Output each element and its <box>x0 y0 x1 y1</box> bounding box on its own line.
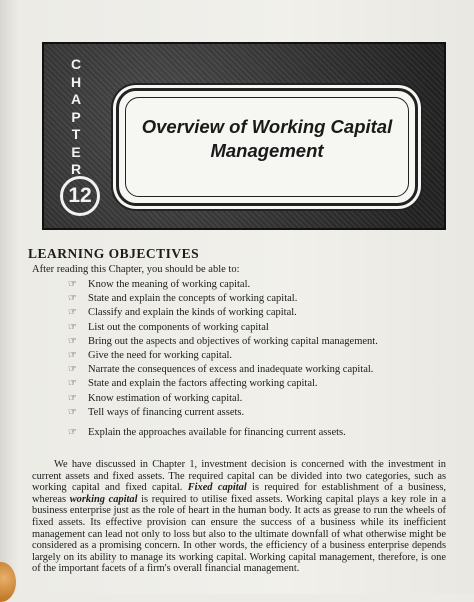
pointing-hand-icon: ☞ <box>68 279 77 290</box>
objective-text: Know estimation of working capital. <box>88 392 243 404</box>
intro-paragraph <box>32 459 446 575</box>
term-fixed-capital: Fixed capital <box>187 482 247 494</box>
pointing-hand-icon: ☞ <box>68 364 77 376</box>
objective-text: Bring out the aspects and objectives of working capital management. <box>88 335 378 347</box>
chapter-title-line-2: Management <box>210 140 324 161</box>
objective-text: List out the components of working capital <box>88 321 269 333</box>
paragraph-segment: is required for establishment of a business, whereas <box>32 482 447 505</box>
chapter-title <box>129 115 405 163</box>
objective-item <box>68 393 448 407</box>
chapter-letter: C <box>70 56 82 72</box>
pointing-hand-icon: ☞ <box>68 293 77 305</box>
pointing-hand-icon: ☞ <box>68 321 77 333</box>
paragraph-segment: is required to utilise fixed assets. Working capital plays a key role in a business enterprise just as the role of heart in the human body. It acts as grease to run the wheels of fixed assets. Its effective provision can ensure the success of a business while its inefficient management can lead not only to loss but also to the ultimate downfall of what otherwise might be considered as a promising concern. In other words, the efficiency of a business enterprise depends largely on its ability to manage its working capital. Working capital management, therefore, is one of the important facets of a firm's overall financial management. <box>32 493 446 575</box>
chapter-letter: E <box>71 143 81 160</box>
chapter-letter: P <box>71 108 81 125</box>
objectives-list <box>68 279 448 441</box>
chapter-letter: T <box>71 126 81 142</box>
pointing-hand-icon: ☞ <box>68 406 77 418</box>
pointing-hand-icon: ☞ <box>68 426 77 438</box>
objective-text: Give the need for working capital. <box>88 349 233 361</box>
learning-objectives-heading: LEARNING OBJECTIVES <box>28 246 200 261</box>
pointing-hand-icon: ☞ <box>68 392 77 404</box>
objective-text: Explain the approaches available for financing current assets. <box>88 426 346 438</box>
chapter-letter: H <box>70 73 82 90</box>
objective-text: Classify and explain the kinds of working capital. <box>88 307 297 319</box>
pointing-hand-icon: ☞ <box>68 307 77 319</box>
pointing-hand-icon: ☞ <box>68 378 77 390</box>
objective-item <box>68 336 448 350</box>
pointing-hand-icon: ☞ <box>68 335 77 347</box>
objective-item <box>68 378 448 392</box>
chapter-letter: A <box>70 91 82 107</box>
objective-item <box>68 322 448 336</box>
learning-objectives-intro: After reading this Chapter, you should be able to: <box>32 264 240 275</box>
chapter-label <box>66 56 86 179</box>
term-working-capital: working capital <box>69 493 138 505</box>
objective-text: State and explain the concepts of working capital. <box>88 293 298 305</box>
objective-item <box>68 350 448 364</box>
objective-text: Know the meaning of working capital. <box>88 279 251 290</box>
objective-item <box>68 293 448 307</box>
paragraph-segment: We have discussed in Chapter 1, investment decision is concerned with the investment in current assets and fixed assets. The required capital can be divided into two categories, such as working capital and fixed capital. <box>32 459 446 494</box>
chapter-letter: R <box>70 161 82 177</box>
chapter-number-badge: 12 <box>60 176 100 216</box>
objective-item <box>68 279 448 293</box>
objective-item <box>68 407 448 421</box>
chapter-title-frame <box>116 88 418 206</box>
objective-item <box>68 364 448 378</box>
objective-item <box>68 427 448 441</box>
chapter-title-line-1: Overview of Working Capital <box>141 116 393 137</box>
objective-text: Tell ways of financing current assets. <box>88 406 245 418</box>
paragraph-text <box>32 459 446 575</box>
pointing-hand-icon: ☞ <box>68 349 77 361</box>
chapter-header <box>42 42 446 230</box>
objective-text: Narrate the consequences of excess and inadequate working capital. <box>88 364 374 376</box>
objective-item <box>68 307 448 321</box>
objective-text: State and explain the factors affecting working capital. <box>88 378 318 390</box>
